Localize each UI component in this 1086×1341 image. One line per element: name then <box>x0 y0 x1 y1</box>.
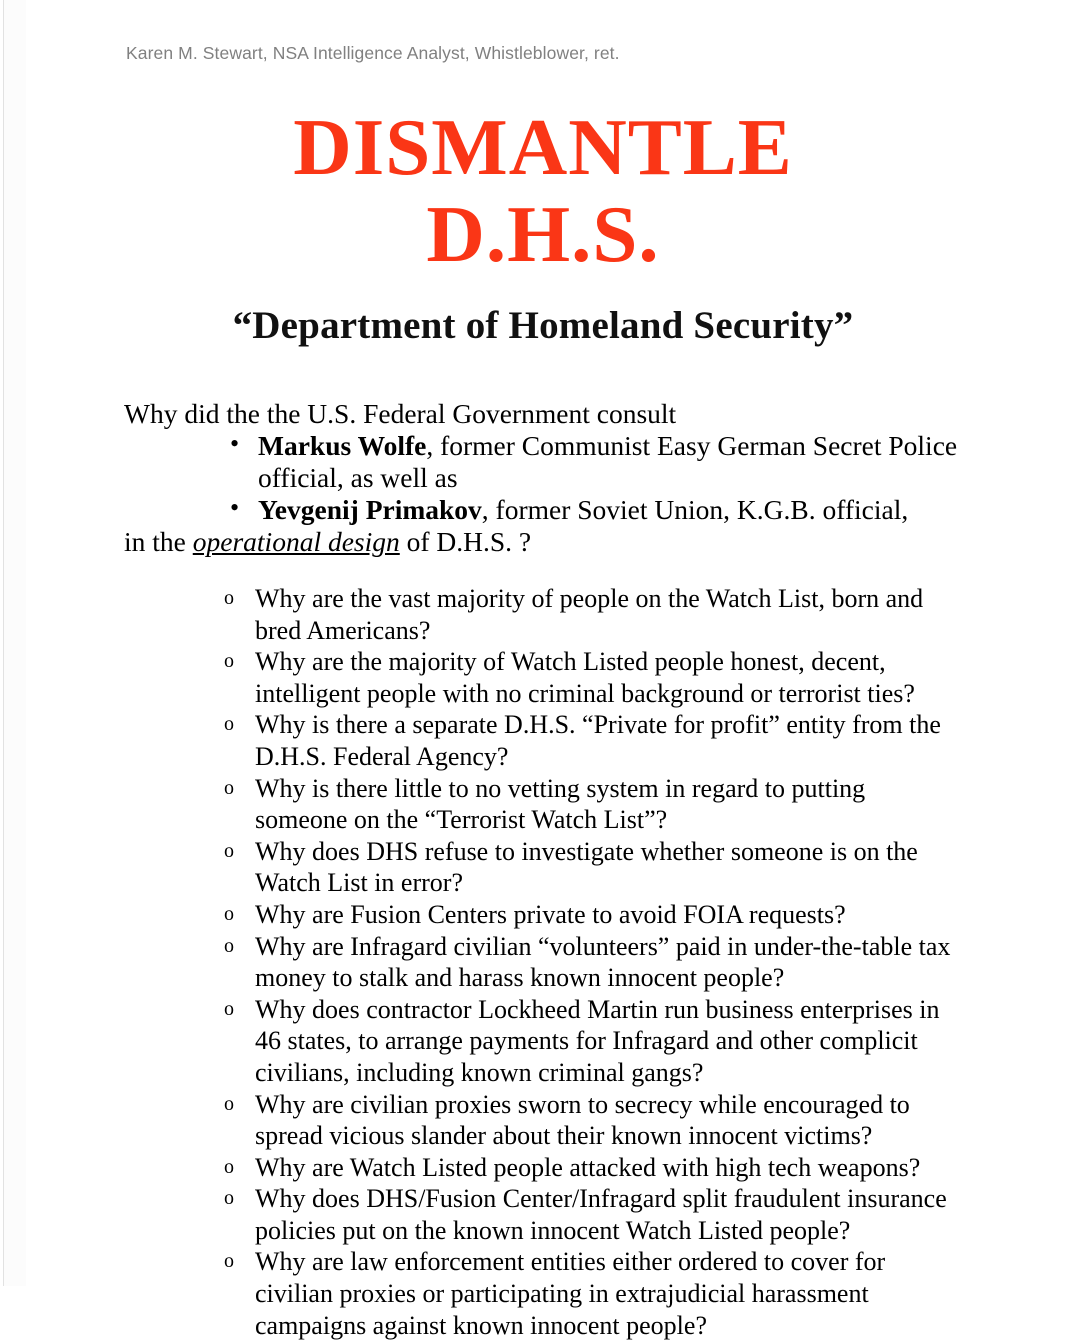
document-title <box>0 102 1086 279</box>
intro-section <box>124 398 964 558</box>
consultant-name: Yevgenij Primakov <box>258 494 482 525</box>
list-item: o Why are the majority of Watch Listed people honest, decent, intelligent people with no criminal background or terrorist ties? <box>222 646 964 709</box>
consultant-name: Markus Wolfe <box>258 430 427 461</box>
list-item: o Why is there little to no vetting system in regard to putting someone on the “Terrorist Watch List”? <box>222 773 964 836</box>
list-item: o Why does DHS refuse to investigate whether someone is on the Watch List in error? <box>222 836 964 899</box>
list-item: o Why are Infragard civilian “volunteers” paid in under-the-table tax money to stalk and harass known innocent people? <box>222 931 964 994</box>
question-list <box>222 583 964 1341</box>
list-item <box>124 430 964 494</box>
intro-tail-emphasis: operational design <box>192 526 400 557</box>
list-item: o Why are Fusion Centers private to avoid FOIA requests? <box>222 899 964 931</box>
list-item: o Why does contractor Lockheed Martin run business enterprises in 46 states, to arrange payments for Infragard and other complicit civilians, including known criminal gangs? <box>222 994 964 1089</box>
list-item: o Why are law enforcement entities either ordered to cover for civilian proxies or participating in extrajudicial harassment campaigns against known innocent people? <box>222 1246 964 1341</box>
list-item: o Why are civilian proxies sworn to secrecy while encouraged to spread vicious slander about their known innocent victims? <box>222 1089 964 1152</box>
questions-section <box>222 583 964 1341</box>
consultant-description: , former Soviet Union, K.G.B. official, <box>481 494 909 525</box>
running-header: Karen M. Stewart, NSA Intelligence Analyst, Whistleblower, ret. <box>126 43 620 63</box>
intro-tail-after: of D.H.S. ? <box>399 526 532 557</box>
intro-tail-line <box>124 526 964 558</box>
list-item: o Why are Watch Listed people attacked with high tech weapons? <box>222 1152 964 1184</box>
consultant-description: , former Communist Easy German Secret Police official, as well as <box>258 430 958 493</box>
intro-lead-line: Why did the the U.S. Federal Government consult <box>124 398 677 429</box>
title-line-dhs: D.H.S. <box>426 188 660 279</box>
document-subtitle: “Department of Homeland Security” <box>232 304 854 347</box>
list-item: o Why are the vast majority of people on the Watch List, born and bred Americans? <box>222 583 964 646</box>
list-item <box>124 494 964 526</box>
consultant-list <box>124 430 964 526</box>
intro-tail-before: in the <box>124 526 193 557</box>
title-line-dismantle: DISMANTLE <box>293 102 793 192</box>
list-item: o Why is there a separate D.H.S. “Private for profit” entity from the D.H.S. Federal Agency? <box>222 709 964 772</box>
list-item: o Why does DHS/Fusion Center/Infragard split fraudulent insurance policies put on the known innocent Watch Listed people? <box>222 1183 964 1246</box>
